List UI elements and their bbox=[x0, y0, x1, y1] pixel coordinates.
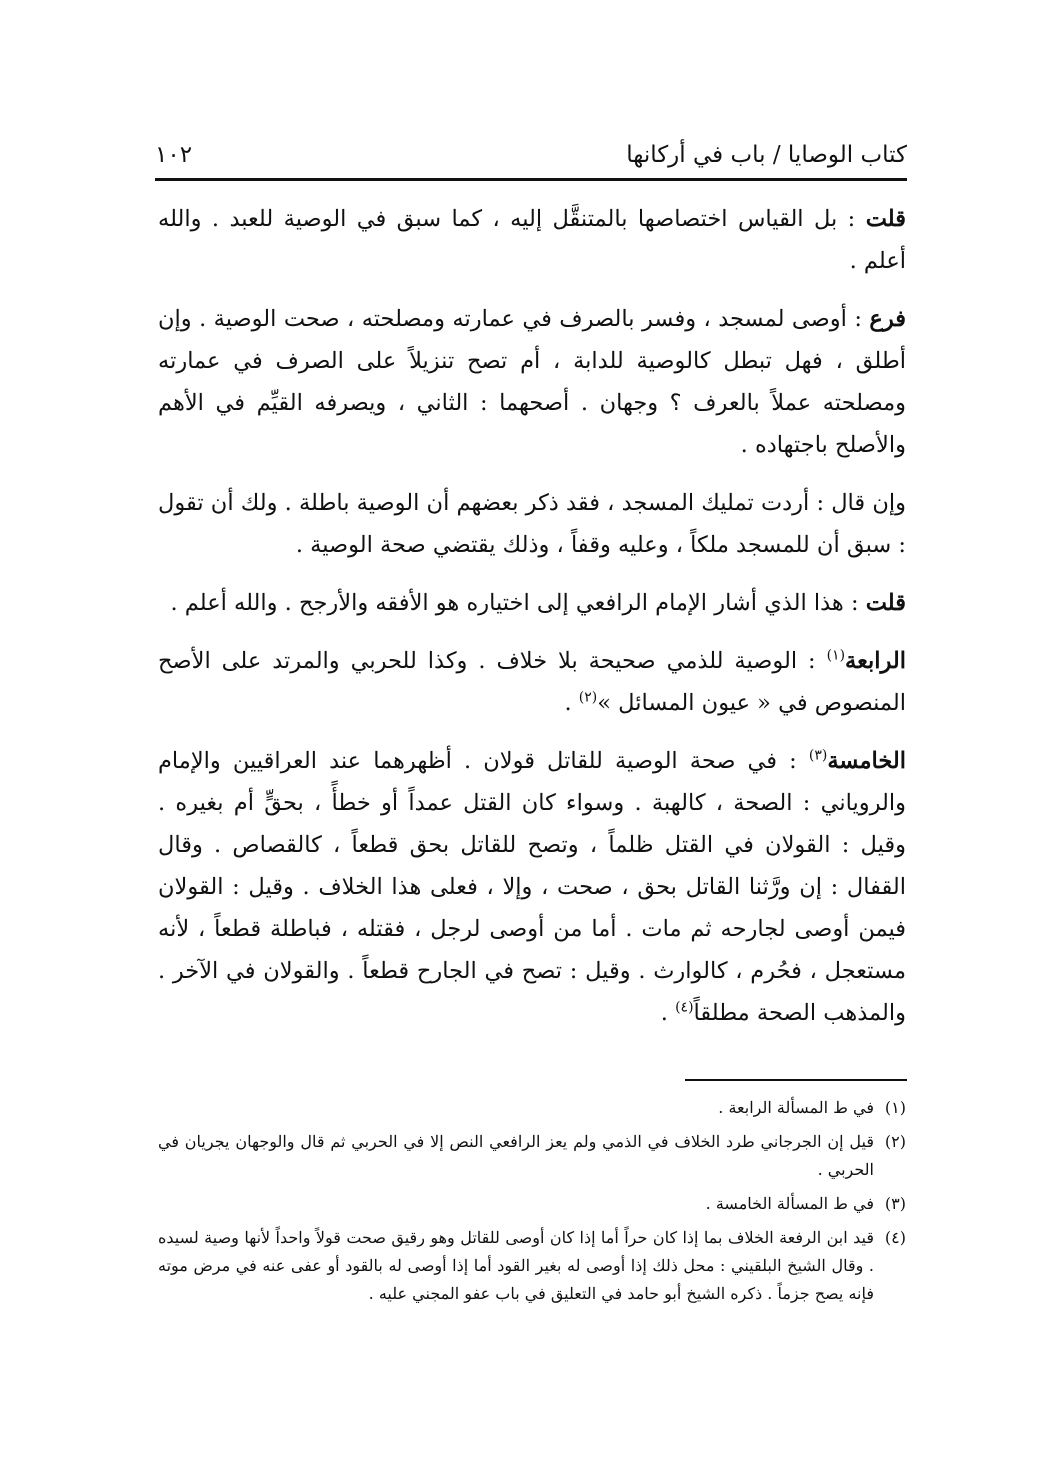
paragraph bbox=[158, 482, 906, 566]
paragraph-lead: فرع bbox=[869, 306, 906, 332]
footnote-number: (٤) bbox=[884, 1228, 906, 1247]
footnote-text: قيد ابن الرفعة الخلاف بما إذا كان حراً أما إذا كان أوصى للقاتل وهو رقيق صحت قولاً واحداً لأنها وصية لسيده . وقال الشيخ البلقيني : محل ذلك إذا أوصى له بغير القود أما إذا أوصى له بالقود أو عفى عنه في مرض موته فإنه يصح جزماً . ذكره الشيخ أبو حامد في التعليق في باب عفو المجني عليه . bbox=[158, 1228, 874, 1303]
footnote bbox=[158, 1190, 906, 1218]
paragraph-lead: قلت bbox=[865, 590, 906, 616]
paragraph bbox=[158, 298, 906, 466]
paragraph-text: : في صحة الوصية للقاتل قولان . أظهرهما عند العراقيين والإمام والروياني : الصحة ، كالهبة . وسواء كان القتل عمداً أو خطأً ، بحقٍّ أم بغيره . وقيل : القولان في القتل ظلماً ، وتصح للقاتل بحق قطعاً ، كالقصاص . وقال القفال : إن ورَّثنا القاتل بحق ، صحت ، وإلا ، فعلى هذا الخلاف . وقيل : القولان فيمن أوصى لجارحه ثم مات . أما من أوصى لرجل ، فقتله ، فباطلة قطعاً ، لأنه مستعجل ، فحُرم ، كالوارث . وقيل : تصح في الجارح قطعاً . والقولان في الآخر . والمذهب الصحة مطلقاً bbox=[158, 748, 906, 1026]
paragraph-text-end: . bbox=[564, 690, 579, 716]
paragraph bbox=[158, 198, 906, 282]
running-header bbox=[155, 138, 907, 178]
paragraph-text: : الوصية للذمي صحيحة بلا خلاف . وكذا للحربي والمرتد على الأصح المنصوص في « عيون المسائل » bbox=[158, 648, 906, 716]
footnote-rule bbox=[685, 1079, 907, 1081]
footnote bbox=[158, 1094, 906, 1122]
footnote-number: (٣) bbox=[884, 1194, 906, 1213]
paragraph-lead: الخامسة bbox=[827, 748, 906, 774]
footnote-ref[interactable]: (٣) bbox=[808, 747, 828, 764]
paragraph-lead: الرابعة bbox=[845, 648, 906, 674]
footnote-text: قيل إن الجرجاني طرد الخلاف في الذمي ولم يعز الرافعي النص إلا في الحربي ثم قال والوجهان يجريان في الحربي . bbox=[158, 1132, 874, 1179]
paragraph-text: وإن قال : أردت تمليك المسجد ، فقد ذكر بعضهم أن الوصية باطلة . ولك أن تقول : سبق أن للمسجد ملكاً ، وعليه وقفاً ، وذلك يقتضي صحة الوصية . bbox=[158, 490, 906, 558]
paragraph-text: : هذا الذي أشار الإمام الرافعي إلى اختياره هو الأفقه والأرجح . والله أعلم . bbox=[170, 590, 866, 616]
header-rule bbox=[155, 178, 907, 181]
page-number: ١٠٢ bbox=[155, 142, 193, 168]
footnotes bbox=[158, 1094, 906, 1314]
header-title: كتاب الوصايا / باب في أركانها bbox=[626, 142, 907, 168]
paragraph bbox=[158, 582, 906, 624]
footnote-ref[interactable]: (١) bbox=[826, 647, 846, 664]
footnote-ref[interactable]: (٢) bbox=[578, 689, 598, 706]
footnote bbox=[158, 1128, 906, 1184]
paragraph-text: : أوصى لمسجد ، وفسر بالصرف في عمارته ومصلحته ، صحت الوصية . وإن أطلق ، فهل تبطل كالوصية للدابة ، أم تصح تنزيلاً على الصرف في عمارته ومصلحته عملاً بالعرف ؟ وجهان . أصحهما : الثاني ، ويصرفه القيِّم في الأهم والأصلح باجتهاده . bbox=[158, 306, 906, 458]
footnote-text: في ط المسألة الرابعة . bbox=[718, 1098, 874, 1117]
paragraph-lead: قلت bbox=[865, 206, 906, 232]
paragraph-text-end: . bbox=[660, 1000, 676, 1026]
footnote-number: (١) bbox=[884, 1098, 906, 1117]
footnote-ref[interactable]: (٤) bbox=[675, 999, 694, 1016]
footnote-text: في ط المسألة الخامسة . bbox=[705, 1194, 874, 1213]
footnote-number: (٢) bbox=[884, 1132, 906, 1151]
paragraph bbox=[158, 640, 906, 724]
main-text bbox=[158, 198, 906, 1050]
paragraph-text: : بل القياس اختصاصها بالمتنقَّل إليه ، كما سبق في الوصية للعبد . والله أعلم . bbox=[158, 206, 906, 274]
paragraph bbox=[158, 740, 906, 1034]
footnote bbox=[158, 1224, 906, 1308]
